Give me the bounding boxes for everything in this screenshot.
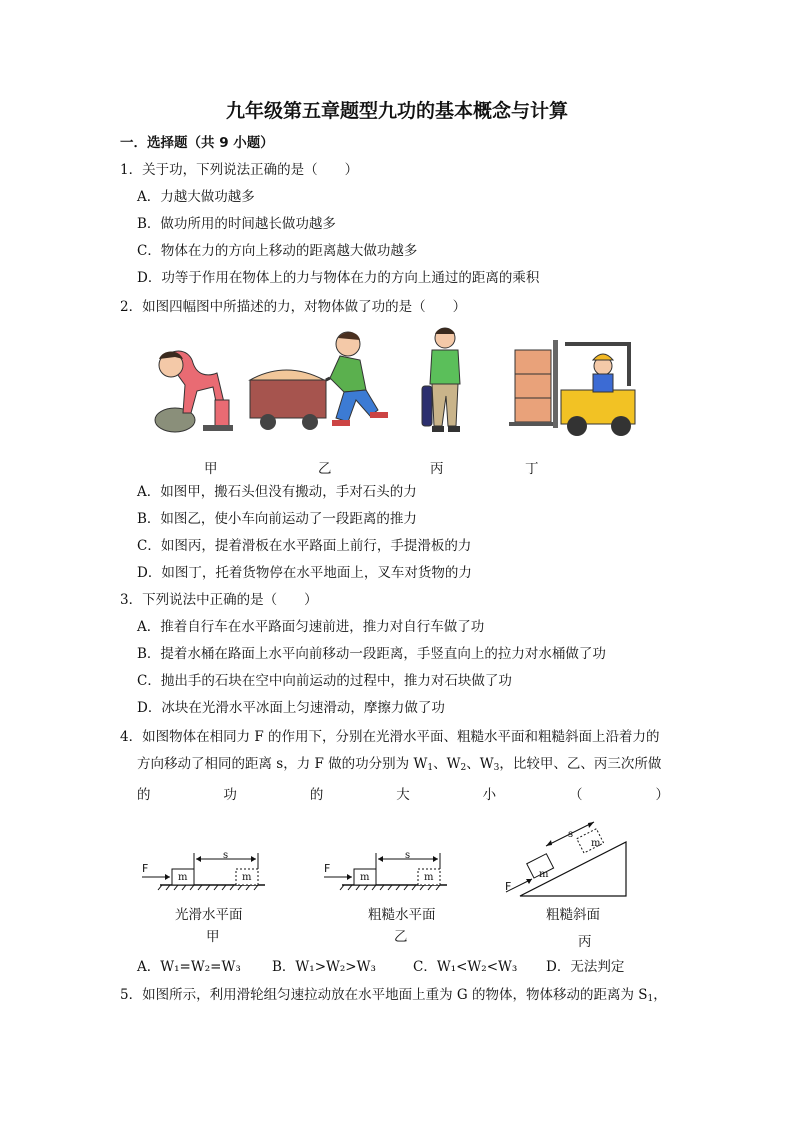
q2-stem: 2．如图四幅图中所描述的力，对物体做了功的是（ ） [120, 299, 467, 315]
q4-figure-jia [140, 845, 270, 895]
q4-yi-mass-dashed-label: m [424, 872, 434, 883]
page-title: 九年级第五章题型九功的基本概念与计算 [225, 100, 568, 122]
q4-jia-tag: 甲 [206, 929, 220, 945]
q1-option-d: D．功等于作用在物体上的力与物体在力的方向上通过的距离的乘积 [137, 270, 540, 286]
q5-stem: 5．如图所示，利用滑轮组匀速拉动放在水平地面上重为 G 的物体，物体移动的距离为 $S_1$， [120, 987, 667, 1004]
q3-stem: 3．下列说法中正确的是（ ） [120, 592, 318, 608]
q2-option-b: B．如图乙，使小车向前运动了一段距离的推力 [137, 511, 417, 527]
q4-yi-mass-label: m [360, 872, 370, 883]
q4-stem-line2: 方向移动了相同的距离 s，力 F 做的功分别为 $W_1$、$W_2$、$W_3$，比较甲、乙、丙三次所做 [137, 756, 662, 773]
q2-figure-jia [145, 345, 240, 435]
q4-bing-tag: 丙 [578, 934, 592, 950]
q2-option-a: A．如图甲，搬石头但没有搬动，手对石头的力 [137, 484, 417, 500]
q4-bing-force-label: F [505, 880, 512, 893]
q2-figure-yi [248, 330, 393, 435]
q3-option-a: A．推着自行车在水平路面匀速前进，推力对自行车做了功 [137, 619, 485, 635]
q3-option-d: D．冰块在光滑水平冰面上匀速滑动，摩擦力做了功 [137, 700, 445, 716]
q4-option-b: B．W₁>W₂>W₃ [272, 959, 376, 975]
q4-jia-distance-label: s [223, 850, 229, 861]
q4-jia-force-label: F [142, 862, 149, 875]
q4-bing-mass-label: m [539, 869, 549, 880]
q3-option-b: B．提着水桶在路面上水平向前移动一段距离，手竖直向上的拉力对水桶做了功 [137, 646, 606, 662]
q3-option-c: C．抛出手的石块在空中向前运动的过程中，推力对石块做了功 [137, 673, 512, 689]
q2-label-yi: 乙 [318, 461, 332, 477]
q2-label-bing: 丙 [430, 461, 444, 477]
q2-figure-bing [418, 326, 468, 436]
q4-jia-mass-label: m [178, 872, 188, 883]
q2-option-d: D．如图丁，托着货物停在水平地面上，叉车对货物的力 [137, 565, 472, 581]
q2-label-ding: 丁 [525, 461, 539, 477]
section-heading: 一．选择题（共 9 小题） [120, 135, 274, 151]
q4-stem-line1: 4．如图物体在相同力 F 的作用下，分别在光滑水平面、粗糙水平面和粗糙斜面上沿着力的 [120, 729, 660, 745]
q4-figure-bing [500, 810, 630, 900]
q4-option-c: C．W₁<W₂<W₃ [413, 959, 518, 975]
q4-option-a: A．W₁=W₂=W₃ [137, 959, 241, 975]
q4-yi-caption: 粗糙水平面 [368, 907, 436, 923]
q1-option-a: A．力越大做功越多 [137, 189, 255, 205]
q4-figure-yi [322, 845, 452, 895]
q4-yi-force-label: F [324, 862, 331, 875]
q1-option-c: C．物体在力的方向上移动的距离越大做功越多 [137, 243, 418, 259]
q2-figure-ding [507, 340, 637, 438]
q1-stem: 1．关于功，下列说法正确的是（ ） [120, 162, 359, 178]
q4-bing-caption: 粗糙斜面 [546, 907, 600, 923]
q2-label-jia: 甲 [204, 461, 218, 477]
q4-option-d: D．无法判定 [546, 959, 625, 975]
q4-jia-mass-dashed-label: m [242, 872, 252, 883]
q4-jia-caption: 光滑水平面 [175, 907, 243, 923]
q4-stem-line3: 的 功 的 大 小 （ ） [137, 787, 669, 803]
q4-bing-mass-dashed-label: m [591, 838, 601, 849]
q2-option-c: C．如图丙，提着滑板在水平路面上前行，手提滑板的力 [137, 538, 472, 554]
q4-yi-tag: 乙 [394, 929, 408, 945]
q4-bing-distance-label: s [568, 829, 574, 840]
q4-yi-distance-label: s [405, 850, 411, 861]
q1-option-b: B．做功所用的时间越长做功越多 [137, 216, 336, 232]
